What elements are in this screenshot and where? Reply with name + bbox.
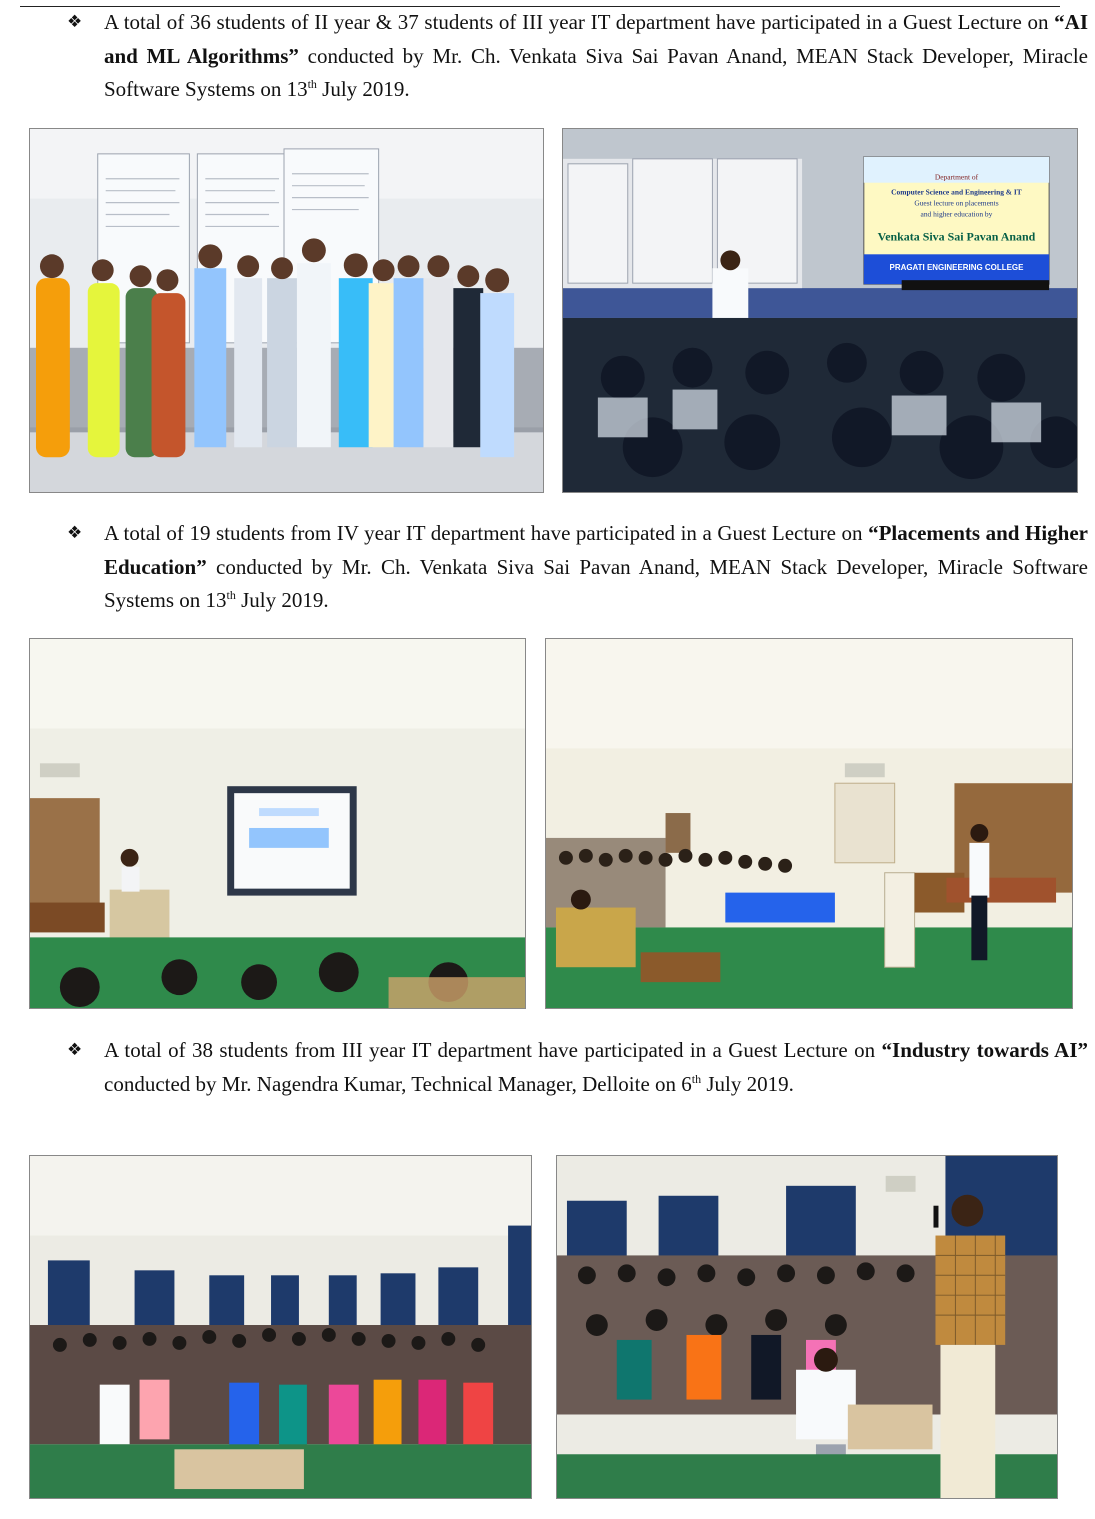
slide-line-2: Computer Science and Engineering & IT — [891, 187, 1022, 197]
text-intro: A total of 19 students from IV year IT department have participated in a Guest Lecture on — [104, 521, 869, 545]
lecture-slide-photo — [562, 128, 1078, 493]
auditorium-speaker-photo — [545, 638, 1073, 1009]
bullet-icon: ❖ — [67, 1040, 83, 1060]
group-photo — [29, 128, 544, 493]
text-date: July 2019. — [316, 77, 410, 101]
audience-hall-photo — [29, 1155, 532, 1499]
bullet-icon: ❖ — [67, 523, 83, 543]
slide-college: PRAGATI ENGINEERING COLLEGE — [889, 263, 1024, 273]
paragraph-text — [104, 1034, 1088, 1101]
slide-speaker: Venkata Siva Sai Pavan Anand — [877, 229, 1036, 244]
lecture-topic: “AI and ML Algorithms” — [104, 10, 1088, 68]
text-date: July 2019. — [701, 1071, 794, 1096]
lecture-topic: “Placements and Higher Education” — [104, 521, 1088, 579]
text-details: conducted by Mr. Ch. Venkata Siva Sai Pavan Anand, MEAN Stack Developer, Miracle Software Systems on 13 — [104, 554, 1088, 612]
paragraph-text — [104, 6, 1088, 107]
seminar-hall-screen-photo — [29, 638, 526, 1009]
slide-line-3: Guest lecture on placements — [914, 198, 999, 208]
paragraph-2 — [67, 517, 1088, 618]
text-intro: A total of 38 students from III year IT department have participated in a Guest Lecture on — [104, 1038, 882, 1062]
bullet-icon: ❖ — [67, 12, 83, 32]
paragraph-1 — [67, 6, 1088, 107]
text-intro: A total of 36 students of II year & 37 students of III year IT department have participated in a Guest Lecture on — [104, 10, 1055, 34]
text-date: July 2019. — [235, 588, 329, 612]
speaker-microphone-photo — [556, 1155, 1058, 1499]
slide-line-1: Department of — [934, 172, 979, 182]
text-details: conducted by Mr. Ch. Venkata Siva Sai Pavan Anand, MEAN Stack Developer, Miracle Software Systems on 13 — [104, 43, 1088, 101]
ordinal-suffix: th — [691, 1071, 702, 1086]
ordinal-suffix: th — [307, 77, 317, 91]
text-details: conducted by Mr. Nagendra Kumar, Technical Manager, Delloite on 6 — [104, 1071, 692, 1096]
paragraph-text — [104, 517, 1088, 618]
lecture-topic: “Industry towards AI” — [881, 1038, 1088, 1062]
slide-line-4: and higher education by — [920, 209, 993, 219]
ordinal-suffix: th — [226, 588, 236, 602]
paragraph-3 — [67, 1034, 1088, 1101]
